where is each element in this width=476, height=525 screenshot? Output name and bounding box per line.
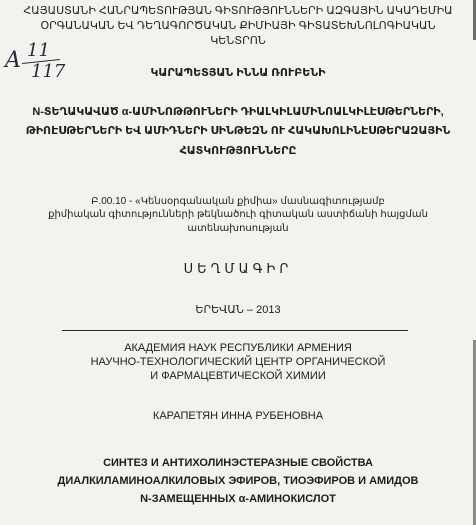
russian-institution-line-3: И ФАРМАЦЕВТИЧЕСКОЙ ХИМИИ [150,370,326,382]
russian-institution-line-1: АКАДЕМИЯ НАУК РЕСПУБЛИКИ АРМЕНИЯ [124,342,352,354]
russian-title-line-1: СИНТЕЗ И АНТИХОЛИНЭСТЕРАЗНЫЕ СВОЙСТВА [103,457,373,469]
russian-institution-line-2: НАУЧНО-ТЕХНОЛОГИЧЕСКИЙ ЦЕНТР ОРГАНИЧЕСКОЙ [90,356,386,368]
armenian-author: ԿԱՐԱՊԵՏՅԱՆ ԻՆՆԱ ՌՈՒԲԵՆԻ [150,67,326,79]
armenian-city-year: ԵՐԵՎԱՆ – 2013 [195,304,281,316]
armenian-institution-line-3: ԿԵՆՏՐՈՆ [210,35,266,47]
russian-title-line-2: ДИАЛКИЛАМИНОАЛКИЛОВЫХ ЭФИРОВ, ТИОЭФИРОВ И АМИДОВ [57,475,419,487]
armenian-title-line-2: ԹԻՈԷՍԹԵՐՆԵՐԻ ԵՎ ԱՄԻԴՆԵՐԻ ՍԻՆԹԵԶՆ ՈՒ ՀԱԿԱԽՈԼԻՆԷՍԹԵՐԱԶԱՅԻՆ [25,125,451,137]
armenian-specialty-line-3: ատենախոսության [187,223,289,234]
armenian-specialty-line-2: քիմիական գիտությունների թեկնածուի գիտական աստիճանի հայցման [48,209,428,220]
armenian-document-type: ՍԵՂՄԱԳԻՐ [183,261,293,276]
handwritten-number-bottom: 117 [31,61,66,82]
armenian-title-line-3: ՀԱՏԿՈՒԹՅՈՒՆՆԵՐԸ [179,145,297,157]
section-divider [62,330,408,331]
armenian-title-line-1: N-ՏԵՂԱԿԱՎԱԾ α-ԱՄԻՆՈԹԹՈՒՆԵՐԻ ԴԻԱԼԿԻԼԱՄԻՆՈԱԼԿԻԼԷՍԹԵՐՆԵՐԻ, [32,106,444,118]
handwritten-letter: A [5,48,21,73]
armenian-specialty-line-1: Բ.00.10 - «Կենսօրգանական քիմիա» մասնագիտությամբ [91,196,385,207]
russian-author: КАРАПЕТЯН ИННА РУБЕНОВНА [152,410,324,422]
armenian-institution-line-1: ՀԱՅԱՍՏԱՆԻ ՀԱՆՐԱՊԵՏՈՒԹՅԱՆ ԳԻՏՈՒԹՅՈՒՆՆԵՐԻ ԱԶԳԱՅԻՆ ԱԿԱԴԵՄԻԱ [23,5,453,17]
armenian-institution-line-2: ՕՐԳԱՆԱԿԱՆ ԵՎ ԴԵՂԱԳՈՐԾԱԿԱՆ ՔԻՄԻԱՅԻ ԳԻՏԱՏԵԽՆՈԼՈԳԻԱԿԱՆ [40,20,436,32]
russian-title-line-3: N-ЗАМЕЩЕННЫХ α-АМИНОКИСЛОТ [140,493,336,505]
handwritten-number-top: 11 [27,40,50,61]
